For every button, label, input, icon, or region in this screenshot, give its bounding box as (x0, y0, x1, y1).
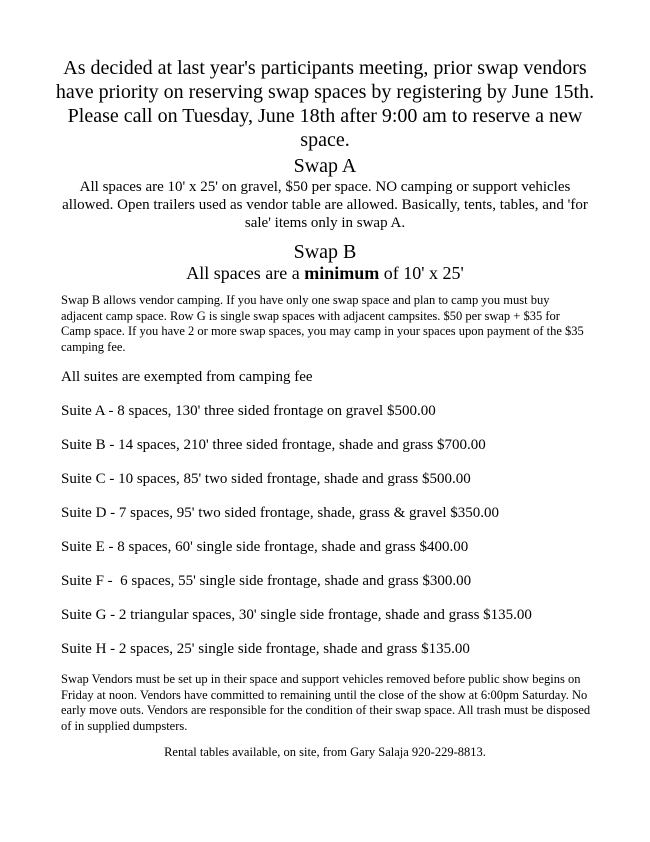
suite-f-line: Suite F - 6 spaces, 55' single side frontage, shade and grass $300.00 (61, 573, 472, 589)
suite-b-line: Suite B - 14 spaces, 210' three sided frontage, shade and grass $700.00 (61, 437, 486, 453)
swap-b-description: Swap B allows vendor camping. If you have only one swap space and plan to camp you must buy adjacent camp space. Row G is single swap spaces with adjacent campsites. $50 per swap + $35 for Camp space. If you have 2 or more swap spaces, you may camp in your spaces upon payment of the $35 camping fee. (61, 293, 584, 354)
intro-paragraph: As decided at last year's participants meeting, prior swap vendors have priority on reserving swap spaces by registering by June 15th. Please call on Tuesday, June 18th after 9:00 am to reserve a new space. (55, 57, 595, 151)
swap-b-heading: Swap B (293, 241, 357, 263)
swap-b-subtitle (0, 262, 650, 284)
suite-c-line: Suite C - 10 spaces, 85' two sided frontage, shade and grass $500.00 (61, 471, 471, 487)
swap-a-description: All spaces are 10' x 25' on gravel, $50 per space. NO camping or support vehicles allowed. Open trailers used as vendor table are allowed. Basically, tents, tables, and 'for sale' items only in swap A. (62, 179, 588, 231)
suite-a-line: Suite A - 8 spaces, 130' three sided frontage on gravel $500.00 (61, 403, 436, 419)
swap-b-subtitle-emphasis: minimum (304, 263, 380, 283)
swap-a-heading: Swap A (293, 155, 357, 177)
swap-b-subtitle-start: All spaces are a (186, 263, 305, 283)
suite-g-line: Suite G - 2 triangular spaces, 30' single side frontage, shade and grass $135.00 (61, 607, 532, 623)
suite-e-line: Suite E - 8 spaces, 60' single side frontage, shade and grass $400.00 (61, 539, 469, 555)
rental-tables-note: Rental tables available, on site, from Gary Salaja 920-229-8813. (164, 745, 486, 759)
swap-b-subtitle-end: of 10' x 25' (379, 263, 464, 283)
suite-d-line: Suite D - 7 spaces, 95' two sided frontage, shade, grass & gravel $350.00 (61, 505, 500, 521)
suite-h-line: Suite H - 2 spaces, 25' single side frontage, shade and grass $135.00 (61, 641, 470, 657)
vendor-rules-paragraph: Swap Vendors must be set up in their space and support vehicles removed before public show begins on Friday at noon. Vendors have committed to remaining until the close of the show at 6:00pm Saturday. No early move outs. Vendors are responsible for the condition of their swap space. All trash must be disposed of in supplied dumpsters. (61, 672, 591, 733)
suites-camping-note: All suites are exempted from camping fee (61, 369, 313, 385)
